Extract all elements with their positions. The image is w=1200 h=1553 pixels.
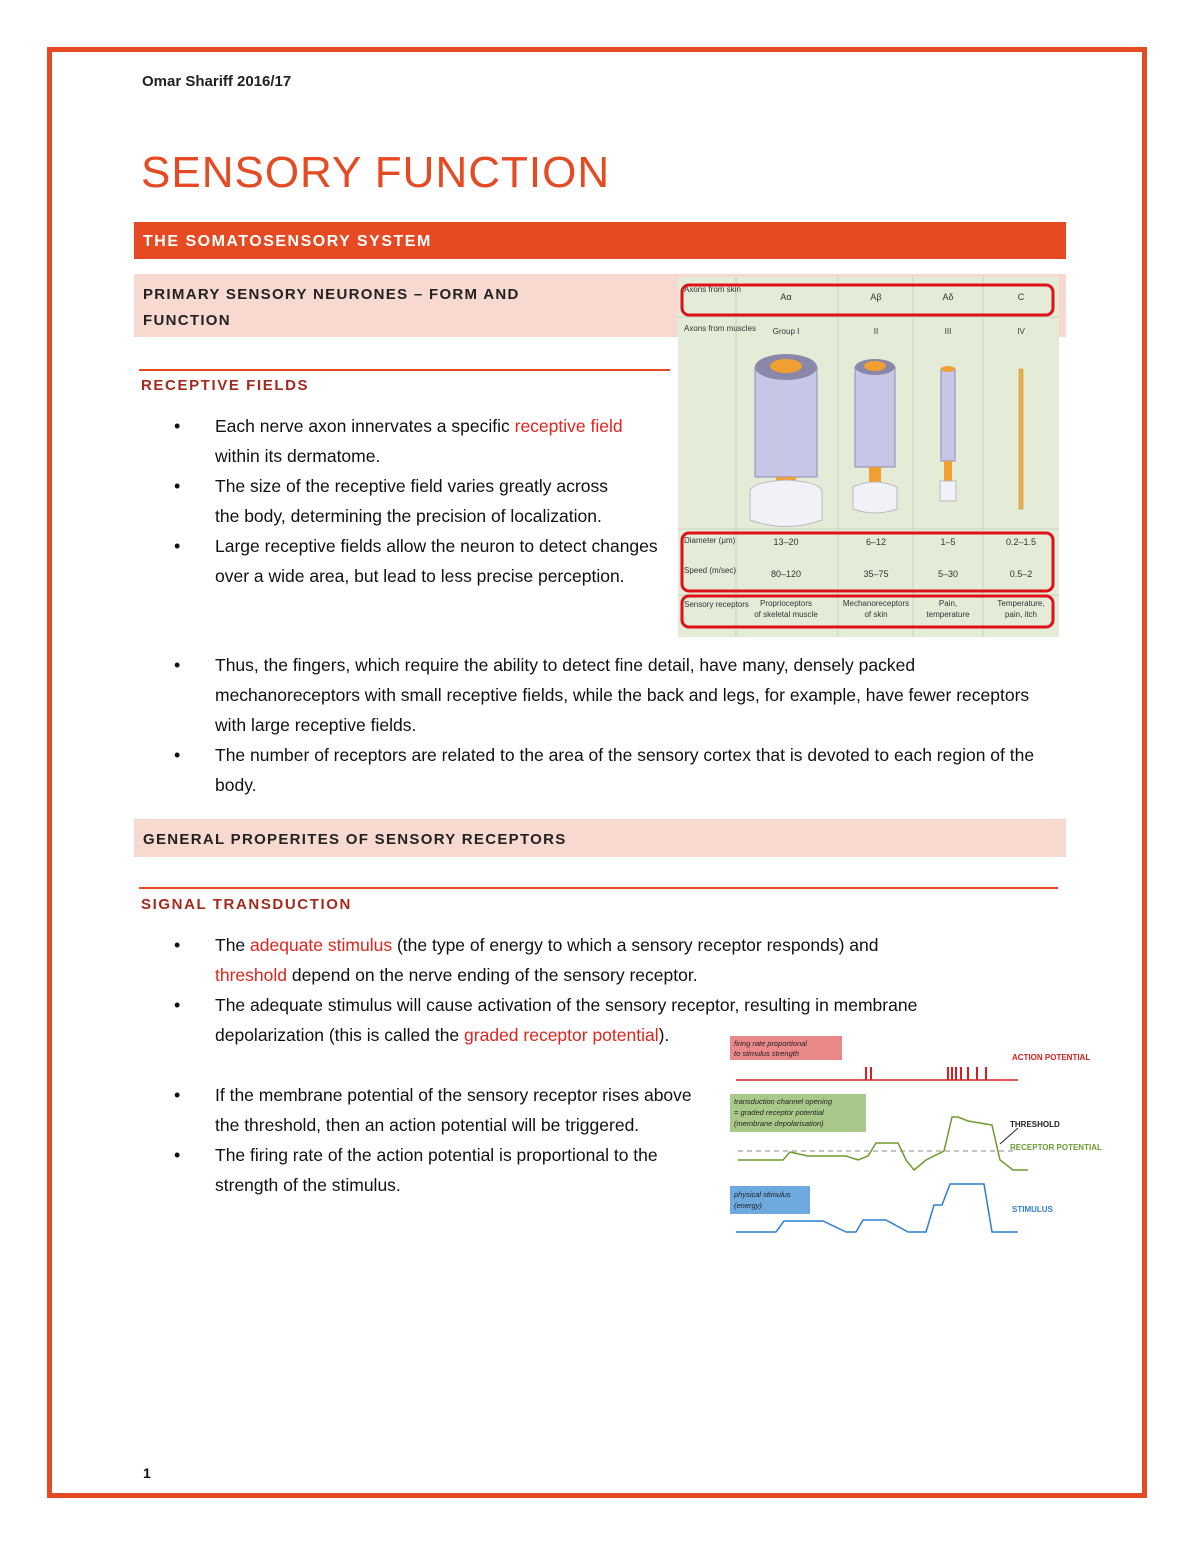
- term-adequate-stimulus: adequate stimulus: [250, 935, 393, 955]
- col3-skin: Aδ: [942, 292, 954, 302]
- fibre-a-alpha: [750, 354, 822, 527]
- col2-diameter: 6–12: [865, 537, 887, 547]
- fibre-a-beta: [853, 359, 897, 513]
- nerve-fibre-diagram: [678, 277, 1059, 637]
- row-label-diameter: Diameter (μm): [684, 536, 736, 545]
- col1-receptor-line1: Proprioceptors: [759, 599, 813, 608]
- row-label-speed: Speed (m/sec): [684, 566, 737, 575]
- page-number: 1: [143, 1465, 151, 1481]
- col2-receptor-line2: of skin: [864, 610, 888, 619]
- term-graded-receptor-potential: graded receptor potential: [464, 1025, 659, 1045]
- signal-transduction-list: [137, 930, 1057, 1020]
- receptor-potential-diagram: [728, 1030, 1108, 1245]
- label-receptor-potential: RECEPTOR POTENTIAL: [1010, 1143, 1102, 1152]
- label-action-potential: ACTION POTENTIAL: [1012, 1053, 1091, 1062]
- list-item: • Each nerve axon innervates a specific receptive field within its dermatome.: [137, 411, 667, 471]
- col4-receptor-line1: Temperature,: [997, 599, 1045, 608]
- col1-muscle: Group I: [772, 327, 800, 336]
- col1-speed: 80–120: [770, 569, 802, 579]
- row-label-muscle: Axons from muscles: [684, 324, 757, 333]
- heading-receptive-fields: RECEPTIVE FIELDS: [141, 377, 310, 394]
- box3-line2: (energy): [734, 1201, 762, 1210]
- box1-line2: to stimulus strength: [734, 1049, 800, 1058]
- row-label-receptors: Sensory receptors: [684, 600, 749, 609]
- col1-skin: Aα: [780, 292, 792, 302]
- action-potential-trace: [736, 1067, 1018, 1080]
- box3-line1: physical stimulus: [734, 1190, 791, 1199]
- label-stimulus: STIMULUS: [1012, 1205, 1053, 1214]
- list-item: • The number of receptors are related to the area of the sensory cortex that is devoted to each region of the body.: [137, 740, 1052, 800]
- list-item: • The firing rate of the action potential is proportional to the strength of the stimulus.: [137, 1140, 707, 1200]
- col1-diameter: 13–20: [773, 537, 799, 547]
- list-item: • Large receptive fields allow the neuron to detect changes over a wide area, but lead to less precise perception.: [137, 531, 667, 591]
- box2-line3: (membrane depolarisation): [734, 1119, 824, 1128]
- col1-receptor-line2: of skeletal muscle: [754, 610, 818, 619]
- label-threshold: THRESHOLD: [1010, 1120, 1060, 1129]
- fibre-c: [1019, 369, 1023, 509]
- page-title: SENSORY FUNCTION: [141, 148, 611, 197]
- col4-speed: 0.5–2: [1009, 569, 1033, 579]
- fibre-a-delta: [940, 366, 956, 501]
- col4-skin: C: [1017, 292, 1025, 302]
- signal-transduction-list-narrow: [137, 1080, 707, 1200]
- col3-muscle: III: [944, 327, 952, 336]
- list-item: • The adequate stimulus (the type of energy to which a sensory receptor responds) and threshold depend on the nerve ending of the sensory receptor.: [137, 930, 1057, 990]
- row-label-skin: Axons from skin: [684, 285, 741, 294]
- section-banner-sensory-receptors: GENERAL PROPERITES OF SENSORY RECEPTORS: [134, 819, 1066, 857]
- bullet-text-part: The adequate stimulus will cause activation of the sensory receptor, resulting in membrane: [215, 995, 918, 1015]
- list-item: • If the membrane potential of the sensory receptor rises above the threshold, then an action potential will be triggered.: [137, 1080, 707, 1140]
- col4-receptor-line2: pain, itch: [1004, 610, 1038, 619]
- col3-speed: 5–30: [937, 569, 959, 579]
- threshold-arrow: [1000, 1128, 1018, 1144]
- list-item: [137, 990, 1057, 1020]
- box2-line2: = graded receptor potential: [734, 1108, 824, 1117]
- col2-speed: 35–75: [863, 569, 889, 579]
- list-item: • Thus, the fingers, which require the ability to detect fine detail, have many, densely packed mechanoreceptors with small receptive fields, while the back and legs, for example, have fewer receptors with large receptive fields.: [137, 650, 1052, 740]
- receptor-potential-figure: [728, 1030, 1108, 1245]
- col4-muscle: IV: [1017, 327, 1025, 336]
- box2-line1: transduction channel opening: [734, 1097, 832, 1106]
- section-banner-somatosensory: THE SOMATOSENSORY SYSTEM: [134, 222, 1066, 259]
- divider-rule: [139, 369, 670, 371]
- col3-diameter: 1–5: [940, 537, 956, 547]
- list-item: • The size of the receptive field varies greatly across the body, determining the precision of localization.: [137, 471, 667, 531]
- col4-diameter: 0.2–1.5: [1005, 537, 1037, 547]
- bullet-2-continuation: depolarization (this is called the graded receptor potential).: [215, 1025, 670, 1045]
- nerve-fibre-figure: [678, 277, 1059, 637]
- col2-receptor-line1: Mechanoreceptors: [842, 599, 910, 608]
- col3-receptor-line1: Pain,: [938, 599, 958, 608]
- divider-rule: [139, 887, 1058, 889]
- col3-receptor-line2: temperature: [926, 610, 970, 619]
- receptive-fields-list-wide: [137, 650, 1052, 800]
- box1-line1: firing rate proportional: [734, 1039, 807, 1048]
- term-threshold: threshold: [215, 965, 287, 985]
- subsection-banner-primary-neurones: PRIMARY SENSORY NEURONES – FORM AND FUNCTION: [134, 274, 1066, 337]
- term-receptive-field: receptive field: [514, 416, 623, 436]
- receptive-fields-list: [137, 411, 667, 591]
- heading-signal-transduction: SIGNAL TRANSDUCTION: [141, 896, 352, 913]
- col2-muscle: II: [873, 327, 879, 336]
- header-author: Omar Shariff 2016/17: [142, 73, 292, 90]
- col2-skin: Aβ: [870, 292, 882, 302]
